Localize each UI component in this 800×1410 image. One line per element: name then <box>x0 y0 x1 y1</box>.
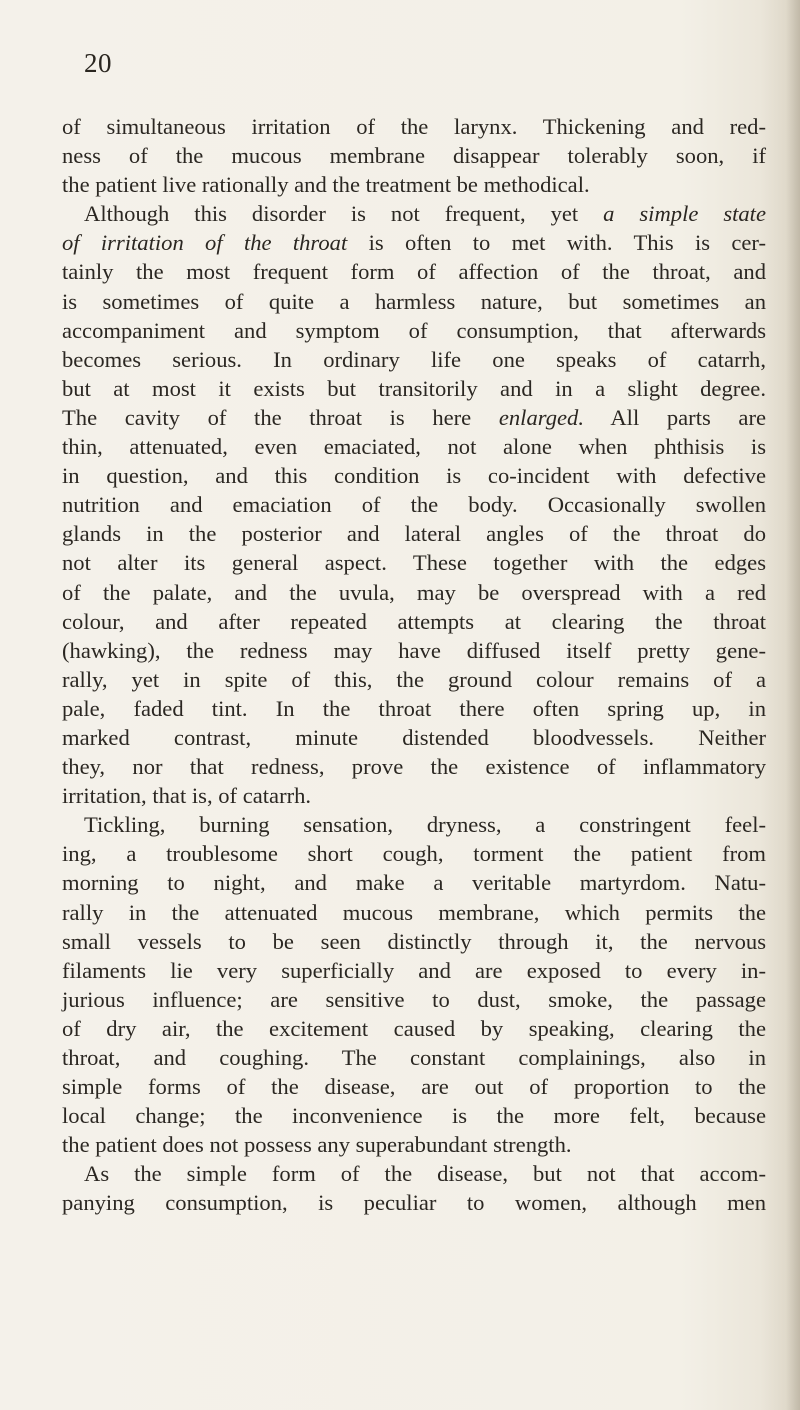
text-segment: rally, yet in spite of this, the ground colour remains of a <box>62 666 766 692</box>
text-segment: is sometimes of quite a harmless nature, but sometimes an <box>62 288 766 314</box>
text-segment: Tickling, burning sensation, dryness, a constringent feel- <box>84 812 766 838</box>
text-line <box>62 1130 766 1159</box>
text-segment: (hawking), the redness may have diffused itself pretty gene- <box>62 637 766 663</box>
body-text <box>62 112 766 1218</box>
text-segment: in question, and this condition is co-incident with defective <box>62 463 766 489</box>
text-segment: As the simple form of the disease, but not that accom- <box>84 1161 766 1187</box>
text-segment: of dry air, the excitement caused by speaking, clearing the <box>62 1015 766 1041</box>
text-segment: not alter its general aspect. These together with the edges <box>62 550 766 576</box>
text-segment: of the palate, and the uvula, may be overspread with a red <box>62 579 766 605</box>
text-line <box>62 519 766 548</box>
text-segment: Although this disorder is not frequent, yet <box>84 201 604 227</box>
text-segment: accompaniment and symptom of consumption, that afterwards <box>62 317 766 343</box>
text-segment: irritation, that is, of catarrh. <box>62 783 312 809</box>
text-line <box>62 170 766 199</box>
text-segment: filaments lie very superficially and are exposed to every in- <box>62 957 766 983</box>
text-segment: throat, and coughing. The constant complainings, also in <box>62 1045 766 1070</box>
text-segment: the patient does not possess any superabundant strength. <box>62 1132 572 1158</box>
page-number: 20 <box>84 48 112 78</box>
text-line <box>62 985 766 1014</box>
text-line <box>62 868 766 897</box>
text-segment: rally in the attenuated mucous membrane, which permits the <box>62 899 766 925</box>
text-line <box>62 810 766 839</box>
text-segment: they, nor that redness, prove the existence of inflammatory <box>62 754 766 780</box>
text-segment: panying consumption, is peculiar to women, although men <box>62 1190 766 1216</box>
text-line <box>62 287 766 316</box>
text-line <box>62 141 766 170</box>
text-line <box>62 956 766 985</box>
text-line <box>62 461 766 490</box>
text-line <box>62 112 766 141</box>
text-line <box>62 781 766 810</box>
text-segment: jurious influence; are sensitive to dust, smoke, the passage <box>62 986 766 1012</box>
text-segment: local change; the inconvenience is the more felt, because <box>62 1103 766 1129</box>
text-line <box>62 898 766 927</box>
text-line <box>62 694 766 723</box>
text-line <box>62 1188 766 1217</box>
text-line <box>62 752 766 781</box>
text-segment: simple forms of the disease, are out of proportion to the <box>62 1074 766 1100</box>
text-line <box>62 636 766 665</box>
text-segment: tainly the most frequent form of affection of the throat, and <box>62 259 766 285</box>
page-edge-shadow <box>786 0 800 1410</box>
text-line <box>62 665 766 694</box>
text-segment: thin, attenuated, even emaciated, not alone when phthisis is <box>62 434 766 460</box>
text-line <box>62 345 766 374</box>
text-line <box>62 1159 766 1188</box>
text-line <box>62 1043 766 1072</box>
text-line <box>62 199 766 228</box>
text-segment: pale, faded tint. In the throat there often spring up, in <box>62 695 766 721</box>
text-segment: ing, a troublesome short cough, torment the patient from <box>62 841 766 867</box>
text-line <box>62 228 766 257</box>
text-segment: nutrition and emaciation of the body. Occasionally swollen <box>62 492 766 518</box>
text-line <box>62 490 766 519</box>
text-segment: The cavity of the throat is here <box>62 404 499 430</box>
text-line <box>62 578 766 607</box>
text-line <box>62 432 766 461</box>
text-line <box>62 1101 766 1130</box>
text-line <box>62 927 766 956</box>
text-segment: of simultaneous irritation of the larynx. Thickening and red- <box>62 114 766 139</box>
text-line <box>62 723 766 752</box>
italic-text: of irritation of the throat <box>62 230 348 256</box>
text-segment: All parts are <box>583 404 766 430</box>
italic-text: enlarged. <box>498 404 584 430</box>
text-segment: small vessels to be seen distinctly through it, the nervous <box>62 928 766 954</box>
text-line <box>62 1014 766 1043</box>
text-line <box>62 374 766 403</box>
text-segment: the patient live rationally and the treatment be methodical. <box>62 172 590 198</box>
text-segment: but at most it exists but transitorily and in a slight degree. <box>62 375 766 401</box>
text-line <box>62 548 766 577</box>
italic-text: a simple state <box>603 201 766 227</box>
text-segment: is often to met with. This is cer- <box>347 230 766 256</box>
text-segment: glands in the posterior and lateral angles of the throat do <box>62 521 766 547</box>
text-segment: morning to night, and make a veritable martyrdom. Natu- <box>62 870 766 896</box>
text-line <box>62 607 766 636</box>
text-segment: becomes serious. In ordinary life one speaks of catarrh, <box>62 346 766 372</box>
text-line <box>62 316 766 345</box>
text-line <box>62 403 766 432</box>
text-segment: ness of the mucous membrane disappear tolerably soon, if <box>62 143 766 169</box>
text-segment: colour, and after repeated attempts at clearing the throat <box>62 608 766 634</box>
text-segment: marked contrast, minute distended bloodvessels. Neither <box>62 724 766 750</box>
text-line <box>62 1072 766 1101</box>
text-line <box>62 839 766 868</box>
text-line <box>62 257 766 286</box>
